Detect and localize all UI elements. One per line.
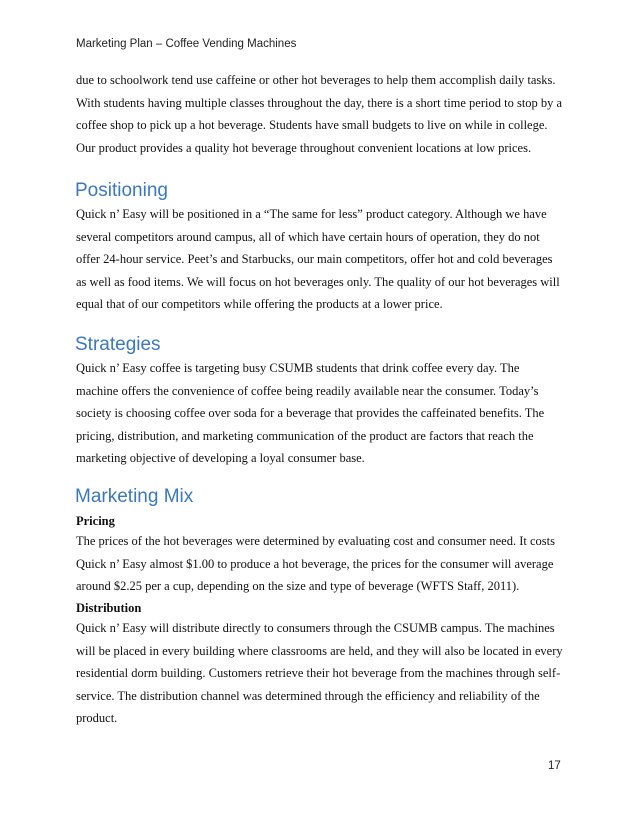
text-line: as well as food items. We will focus on hot beverages only. The quality of our hot beverages will: [76, 274, 560, 289]
pricing-subheading: Pricing: [76, 514, 115, 528]
text-line: Quick n’ Easy will distribute directly to consumers through the CSUMB campus. The machines: [76, 621, 555, 635]
text-line: Our product provides a quality hot beverage throughout convenient locations at low prices.: [76, 140, 532, 155]
text-line: several competitors around campus, all of which have certain hours of operation, they do not: [76, 229, 540, 244]
text-line: residential dorm building. Customers retrieve their hot beverage from the machines through self-: [76, 666, 561, 681]
text-line: machine offers the convenience of coffee being readily available near the consumer. Today’s: [76, 383, 539, 398]
text-line: will be placed in every building where classrooms are held, and they will also be located in every: [76, 643, 563, 658]
text-line: service. The distribution channel was determined through the efficiency and reliability of the: [76, 688, 540, 703]
text-line: The prices of the hot beverages were determined by evaluating cost and consumer need. It costs: [76, 534, 555, 548]
page-number: 17: [548, 760, 561, 772]
text-line: Quick n’ Easy coffee is targeting busy CSUMB students that drink coffee every day. The: [76, 361, 520, 375]
positioning-heading: Positioning: [75, 180, 168, 201]
intro-paragraph: [76, 69, 566, 159]
strategies-paragraph: [76, 357, 566, 470]
text-line: offer 24-hour service. Peet’s and Starbucks, our main competitors, offer hot and cold beverages: [76, 252, 553, 267]
strategies-heading: Strategies: [75, 334, 161, 355]
text-line: equal that of our competitors while offering the products at a lower price.: [76, 297, 443, 312]
marketing-mix-heading: Marketing Mix: [75, 486, 194, 507]
text-line: marketing objective of developing a loyal consumer base.: [76, 451, 365, 466]
text-line: Quick n’ Easy will be positioned in a “The same for less” product category. Although we have: [76, 207, 547, 221]
text-line: around $2.25 per a cup, depending on the size and type of beverage (WFTS Staff, 2011).: [76, 579, 520, 594]
text-line: society is choosing coffee over soda for a beverage that provides the caffeinated benefits. The: [76, 406, 545, 421]
pricing-paragraph: [76, 530, 566, 598]
positioning-paragraph: [76, 203, 566, 316]
text-line: due to schoolwork tend use caffeine or other hot beverages to help them accomplish daily tasks.: [76, 73, 556, 87]
page-header: Marketing Plan – Coffee Vending Machines: [76, 38, 297, 50]
text-line: Quick n’ Easy almost $1.00 to produce a hot beverage, the prices for the consumer will average: [76, 556, 554, 571]
text-line: pricing, distribution, and marketing communication of the product are factors that reach the: [76, 428, 534, 443]
text-line: coffee shop to pick up a hot beverage. Students have small budgets to live on while in college.: [76, 118, 548, 133]
distribution-paragraph: [76, 617, 566, 730]
distribution-subheading: Distribution: [76, 601, 142, 615]
text-line: With students having multiple classes throughout the day, there is a short time period to stop by a: [76, 95, 563, 110]
text-line: product.: [76, 711, 118, 726]
